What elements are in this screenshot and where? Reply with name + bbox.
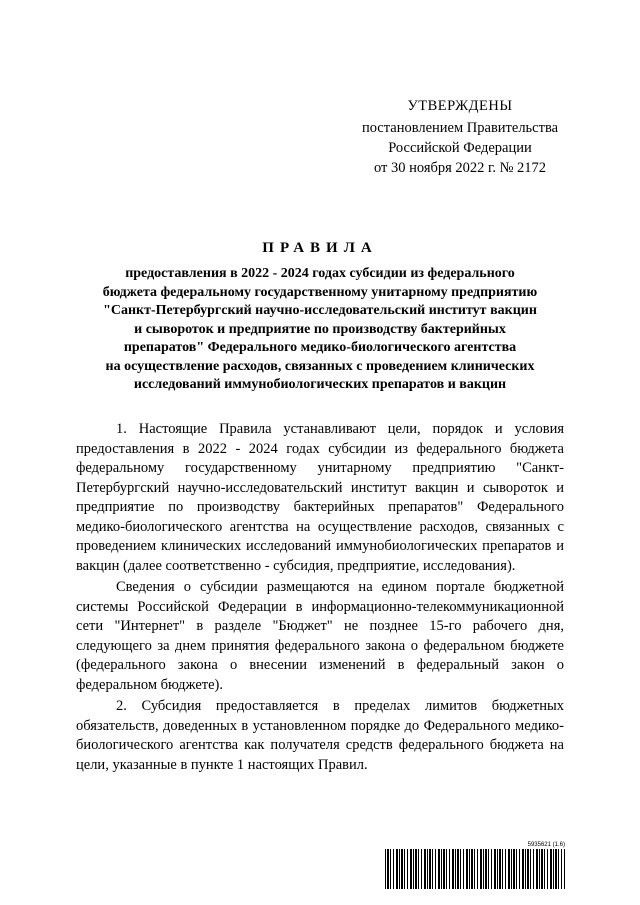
subtitle-line: бюджета федеральному государственному унитарному предприятию — [102, 284, 538, 300]
barcode-block — [385, 842, 565, 889]
approval-line: Российской Федерации — [388, 140, 532, 156]
document-body — [76, 420, 564, 777]
subtitle-line: препаратов" Федерального медико-биологического агентства — [123, 340, 517, 355]
subtitle-line: "Санкт-Петербургский научно-исследовательский институт вакцин — [103, 303, 537, 318]
document-title: ПРАВИЛА — [262, 240, 378, 256]
subtitle-line: исследований иммунобиологических препаратов и вакцин — [133, 377, 507, 392]
subtitle-line: и сывороток и предприятие по производству бактерийных — [134, 321, 506, 337]
approval-heading: УТВЕРЖДЕНЫ — [407, 98, 513, 114]
paragraph: Сведения о субсидии размещаются на едином портале бюджетной системы Российской Федерации в информационно-телекоммуникационной сети "Интернет" в разделе "Бюджет" не позднее 15-го рабочего дня, следующего за днем принятия федерального закона о федеральном бюджете (федерального закона о внесении изменений в федеральный закон о федеральном бюджете). — [76, 579, 564, 693]
approval-date: от 30 ноября 2022 г. № 2172 — [373, 160, 547, 176]
paragraph: 1. Настоящие Правила устанавливают цели, порядок и условия предоставления в 2022 - 2024 годах субсидии из федерального бюджета федеральному государственному унитарному предприятию "Санкт-Петербургский научно-исследовательский институт вакцин и сывороток и предприятие по производству бактерийных препаратов" Федерального медико-биологического агентства на осуществление расходов, связанных с проведением клинических исследований иммунобиологических препаратов и вакцин (далее соответственно - субсидия, предприятие, исследования). — [76, 421, 564, 574]
subtitle-line: предоставления в 2022 - 2024 годах субсидии из федерального — [125, 266, 515, 281]
document-subtitle — [70, 265, 570, 395]
approval-block — [330, 96, 590, 178]
paragraph: 2. Субсидия предоставляется в пределах лимитов бюджетных обязательств, доведенных в установленном порядке до Федерального медико-биологического агентства как получателя средств федерального бюджета на цели, указанные в пункте 1 настоящих Правил. — [76, 698, 564, 773]
barcode-id: 5935621 (1.6) — [527, 842, 565, 848]
subtitle-line: на осуществление расходов, связанных с проведением клинических — [105, 358, 535, 374]
barcode-image — [385, 849, 565, 889]
approval-line: постановлением Правительства — [361, 120, 559, 136]
